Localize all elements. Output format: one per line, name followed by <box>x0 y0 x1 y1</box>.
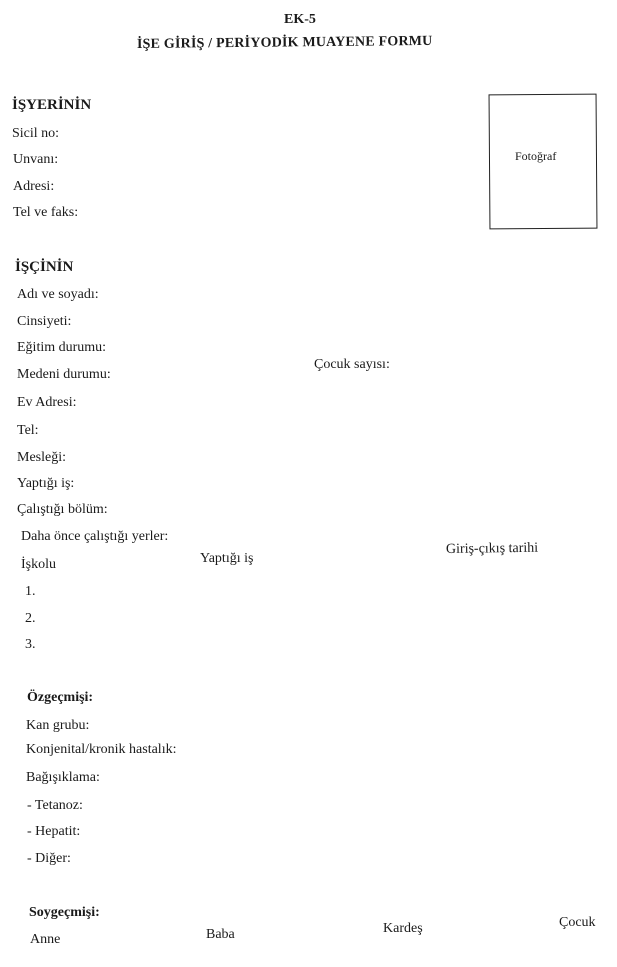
isci-yaptigi-is-label: Yaptığı iş: <box>17 476 75 491</box>
isyeri-sicil-label: Sicil no: <box>12 126 60 141</box>
isyeri-adres-label: Adresi: <box>13 179 55 194</box>
ozgecmis-bagisiklama-label: Bağışıklama: <box>26 770 100 785</box>
ozgecmis-tetanoz-label: - Tetanoz: <box>27 798 83 813</box>
soygecmis-heading: Soygeçmişi: <box>29 905 100 920</box>
isci-calistigi-bolum-label: Çalıştığı bölüm: <box>17 502 108 517</box>
isci-onceki-yerler-label: Daha önce çalıştığı yerler: <box>21 529 169 544</box>
isyeri-heading: İŞYERİNİN <box>12 97 92 113</box>
soygecmis-col-baba: Baba <box>206 927 235 942</box>
form-title: İŞE GİRİŞ / PERİYODİK MUAYENE FORMU <box>136 33 433 52</box>
isci-cinsiyet-label: Cinsiyeti: <box>17 314 72 329</box>
isyeri-unvan-label: Unvanı: <box>13 152 59 167</box>
form-code: EK-5 <box>284 12 316 27</box>
jobs-col-iskolu: İşkolu <box>21 557 56 572</box>
soygecmis-col-anne: Anne <box>30 932 61 947</box>
isci-meslek-label: Mesleği: <box>17 450 66 465</box>
soygecmis-col-kardes: Kardeş <box>383 921 423 936</box>
isyeri-tel-label: Tel ve faks: <box>13 205 79 220</box>
ozgecmis-kan-grubu-label: Kan grubu: <box>26 718 90 733</box>
isci-cocuk-sayisi-label: Çocuk sayısı: <box>314 357 390 372</box>
isci-egitim-label: Eğitim durumu: <box>17 340 107 355</box>
isci-medeni-label: Medeni durumu: <box>17 367 111 382</box>
photo-label: Fotoğraf <box>515 149 557 163</box>
ozgecmis-diger-label: - Diğer: <box>27 851 71 866</box>
isci-tel-label: Tel: <box>17 423 39 438</box>
isci-adsoyad-label: Adı ve soyadı: <box>17 287 99 302</box>
jobs-col-yaptigi-is: Yaptığı iş <box>200 551 254 566</box>
ozgecmis-heading: Özgeçmişi: <box>27 690 94 705</box>
ozgecmis-kronik-label: Konjenital/kronik hastalık: <box>26 742 177 757</box>
soygecmis-col-cocuk: Çocuk <box>559 915 596 930</box>
isci-evadres-label: Ev Adresi: <box>17 395 77 410</box>
jobs-col-giris-cikis: Giriş-çıkış tarihi <box>445 540 539 557</box>
jobs-row-3: 3. <box>25 637 36 652</box>
ozgecmis-hepatit-label: - Hepatit: <box>27 824 81 839</box>
jobs-row-2: 2. <box>25 611 36 626</box>
isci-heading: İŞÇİNİN <box>15 259 74 275</box>
jobs-row-1: 1. <box>25 584 36 599</box>
